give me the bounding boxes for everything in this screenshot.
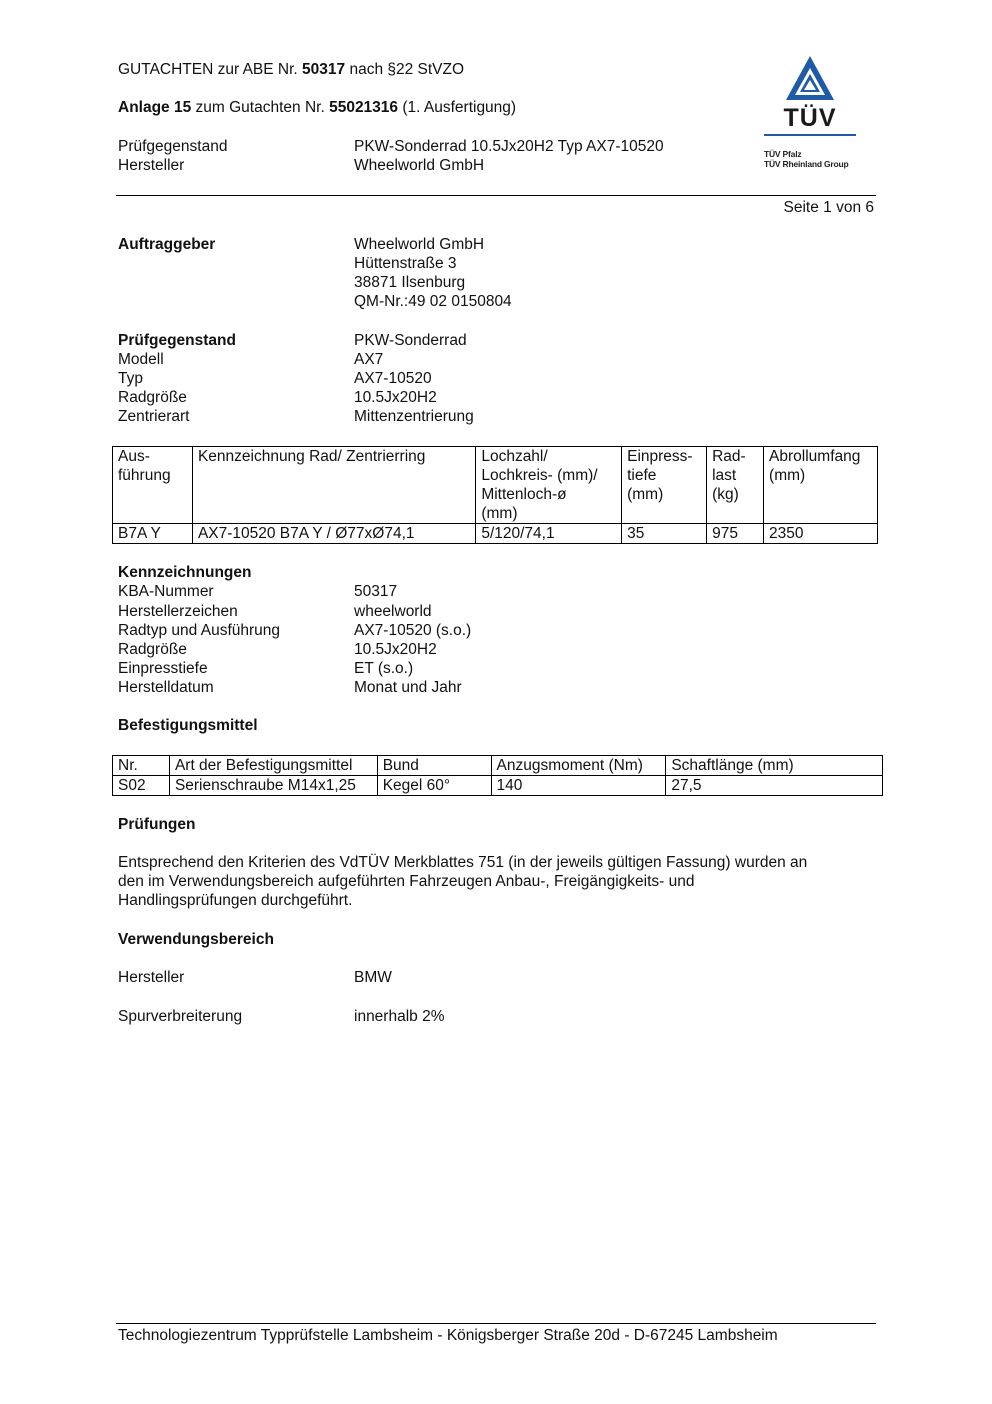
table-cell: 2350: [764, 524, 878, 544]
footer-text: Technologiezentrum Typprüfstelle Lambsheim - Königsberger Straße 20d - D-67245 Lambsheim: [118, 1327, 778, 1344]
table-header-row: [113, 756, 883, 776]
table-header-cell: Anzugsmoment (Nm): [491, 756, 666, 776]
auftraggeber-line-4: QM-Nr.:49 02 0150804: [354, 293, 512, 310]
herstellerzeichen-value: wheelworld: [354, 603, 432, 620]
table-cell: 5/120/74,1: [476, 524, 622, 544]
einpresstiefe-label: Einpresstiefe: [118, 660, 208, 677]
table-cell: 27,5: [666, 776, 883, 796]
typ-value: AX7-10520: [354, 370, 432, 387]
page-number: Seite 1 von 6: [783, 199, 874, 216]
ausfuehrung-table: [112, 446, 878, 544]
table-header-cell: Aus- führung: [113, 447, 193, 524]
kennzeichnungen-title: Kennzeichnungen: [118, 564, 252, 581]
table-cell: AX7-10520 B7A Y / Ø77xØ74,1: [192, 524, 475, 544]
kba-label: KBA-Nummer: [118, 583, 214, 600]
pruefungen-text-line-1: Entsprechend den Kriterien des VdTÜV Merkblattes 751 (in der jeweils gültigen Fassung) wurden an: [118, 854, 808, 871]
logo-caption: TÜV Pfalz TÜV Rheinland Group: [764, 149, 849, 169]
zentrierart-label: Zentrierart: [118, 408, 190, 425]
herstelldatum-value: Monat und Jahr: [354, 679, 462, 696]
kba-value: 50317: [354, 583, 398, 600]
radgroesse-value: 10.5Jx20H2: [354, 389, 437, 406]
table-header-cell: Einpress- tiefe (mm): [622, 447, 707, 524]
logo-word: TÜV: [783, 104, 837, 132]
table-cell: B7A Y: [113, 524, 193, 544]
pruefungen-title: Prüfungen: [118, 816, 196, 833]
table-header-cell: Rad- last (kg): [707, 447, 764, 524]
radgroesse-label: Radgröße: [118, 389, 187, 406]
footer-rule: [116, 1323, 876, 1324]
auftraggeber-label: Auftraggeber: [118, 236, 216, 253]
pruefungen-text-line-3: Handlingsprüfungen durchgeführt.: [118, 892, 353, 909]
radtyp-label: Radtyp und Ausführung: [118, 622, 281, 639]
pruefgegenstand-label: Prüfgegenstand: [118, 332, 236, 349]
table-row: [113, 776, 883, 796]
table-header-cell: Abrollumfang (mm): [764, 447, 878, 524]
herstelldatum-label: Herstelldatum: [118, 679, 214, 696]
k-radgroesse-label: Radgröße: [118, 641, 187, 658]
pruefgegenstand-value: PKW-Sonderrad: [354, 332, 467, 349]
table-cell: Kegel 60°: [377, 776, 491, 796]
table-header-cell: Art der Befestigungsmittel: [169, 756, 377, 776]
modell-label: Modell: [118, 351, 164, 368]
verwendungsbereich-title: Verwendungsbereich: [118, 931, 274, 948]
befestigungsmittel-table: [112, 755, 883, 796]
vb-hersteller-value: BMW: [354, 969, 392, 986]
table-row: [113, 524, 878, 544]
auftraggeber-line-1: Wheelworld GmbH: [354, 236, 485, 253]
header-hersteller-value: Wheelworld GmbH: [354, 157, 485, 174]
spurverbreiterung-value: innerhalb 2%: [354, 1008, 445, 1025]
herstellerzeichen-label: Herstellerzeichen: [118, 603, 238, 620]
table-header-cell: Kennzeichnung Rad/ Zentrierring: [192, 447, 475, 524]
header-anlage-line: Anlage 15 zum Gutachten Nr. 55021316 (1. Ausfertigung): [118, 99, 517, 116]
table-cell: 35: [622, 524, 707, 544]
table-header-row: [113, 447, 878, 524]
table-cell: 975: [707, 524, 764, 544]
typ-label: Typ: [118, 370, 143, 387]
table-header-cell: Lochzahl/ Lochkreis- (mm)/ Mittenloch-ø (mm): [476, 447, 622, 524]
header-rule: [116, 195, 876, 196]
table-header-cell: Nr.: [113, 756, 170, 776]
pruefungen-text-line-2: den im Verwendungsbereich aufgeführten Fahrzeugen Anbau-, Freigängigkeits- und: [118, 873, 695, 890]
header-title-line: GUTACHTEN zur ABE Nr. 50317 nach §22 StVZO: [118, 61, 465, 78]
header-pruefgegenstand-value: PKW-Sonderrad 10.5Jx20H2 Typ AX7-10520: [354, 138, 664, 155]
zentrierart-value: Mittenzentrierung: [354, 408, 474, 425]
table-header-cell: Bund: [377, 756, 491, 776]
header-pruefgegenstand-label: Prüfgegenstand: [118, 138, 228, 155]
vb-hersteller-label: Hersteller: [118, 969, 185, 986]
logo-divider: [764, 134, 856, 136]
einpresstiefe-value: ET (s.o.): [354, 660, 414, 677]
table-header-cell: Schaftlänge (mm): [666, 756, 883, 776]
auftraggeber-line-3: 38871 Ilsenburg: [354, 274, 466, 291]
table-cell: Serienschraube M14x1,25: [169, 776, 377, 796]
radtyp-value: AX7-10520 (s.o.): [354, 622, 472, 639]
auftraggeber-line-2: Hüttenstraße 3: [354, 255, 457, 272]
k-radgroesse-value: 10.5Jx20H2: [354, 641, 437, 658]
spurverbreiterung-label: Spurverbreiterung: [118, 1008, 243, 1025]
header-hersteller-label: Hersteller: [118, 157, 185, 174]
table-cell: S02: [113, 776, 170, 796]
modell-value: AX7: [354, 351, 384, 368]
befestigungsmittel-title: Befestigungsmittel: [118, 717, 258, 734]
table-cell: 140: [491, 776, 666, 796]
